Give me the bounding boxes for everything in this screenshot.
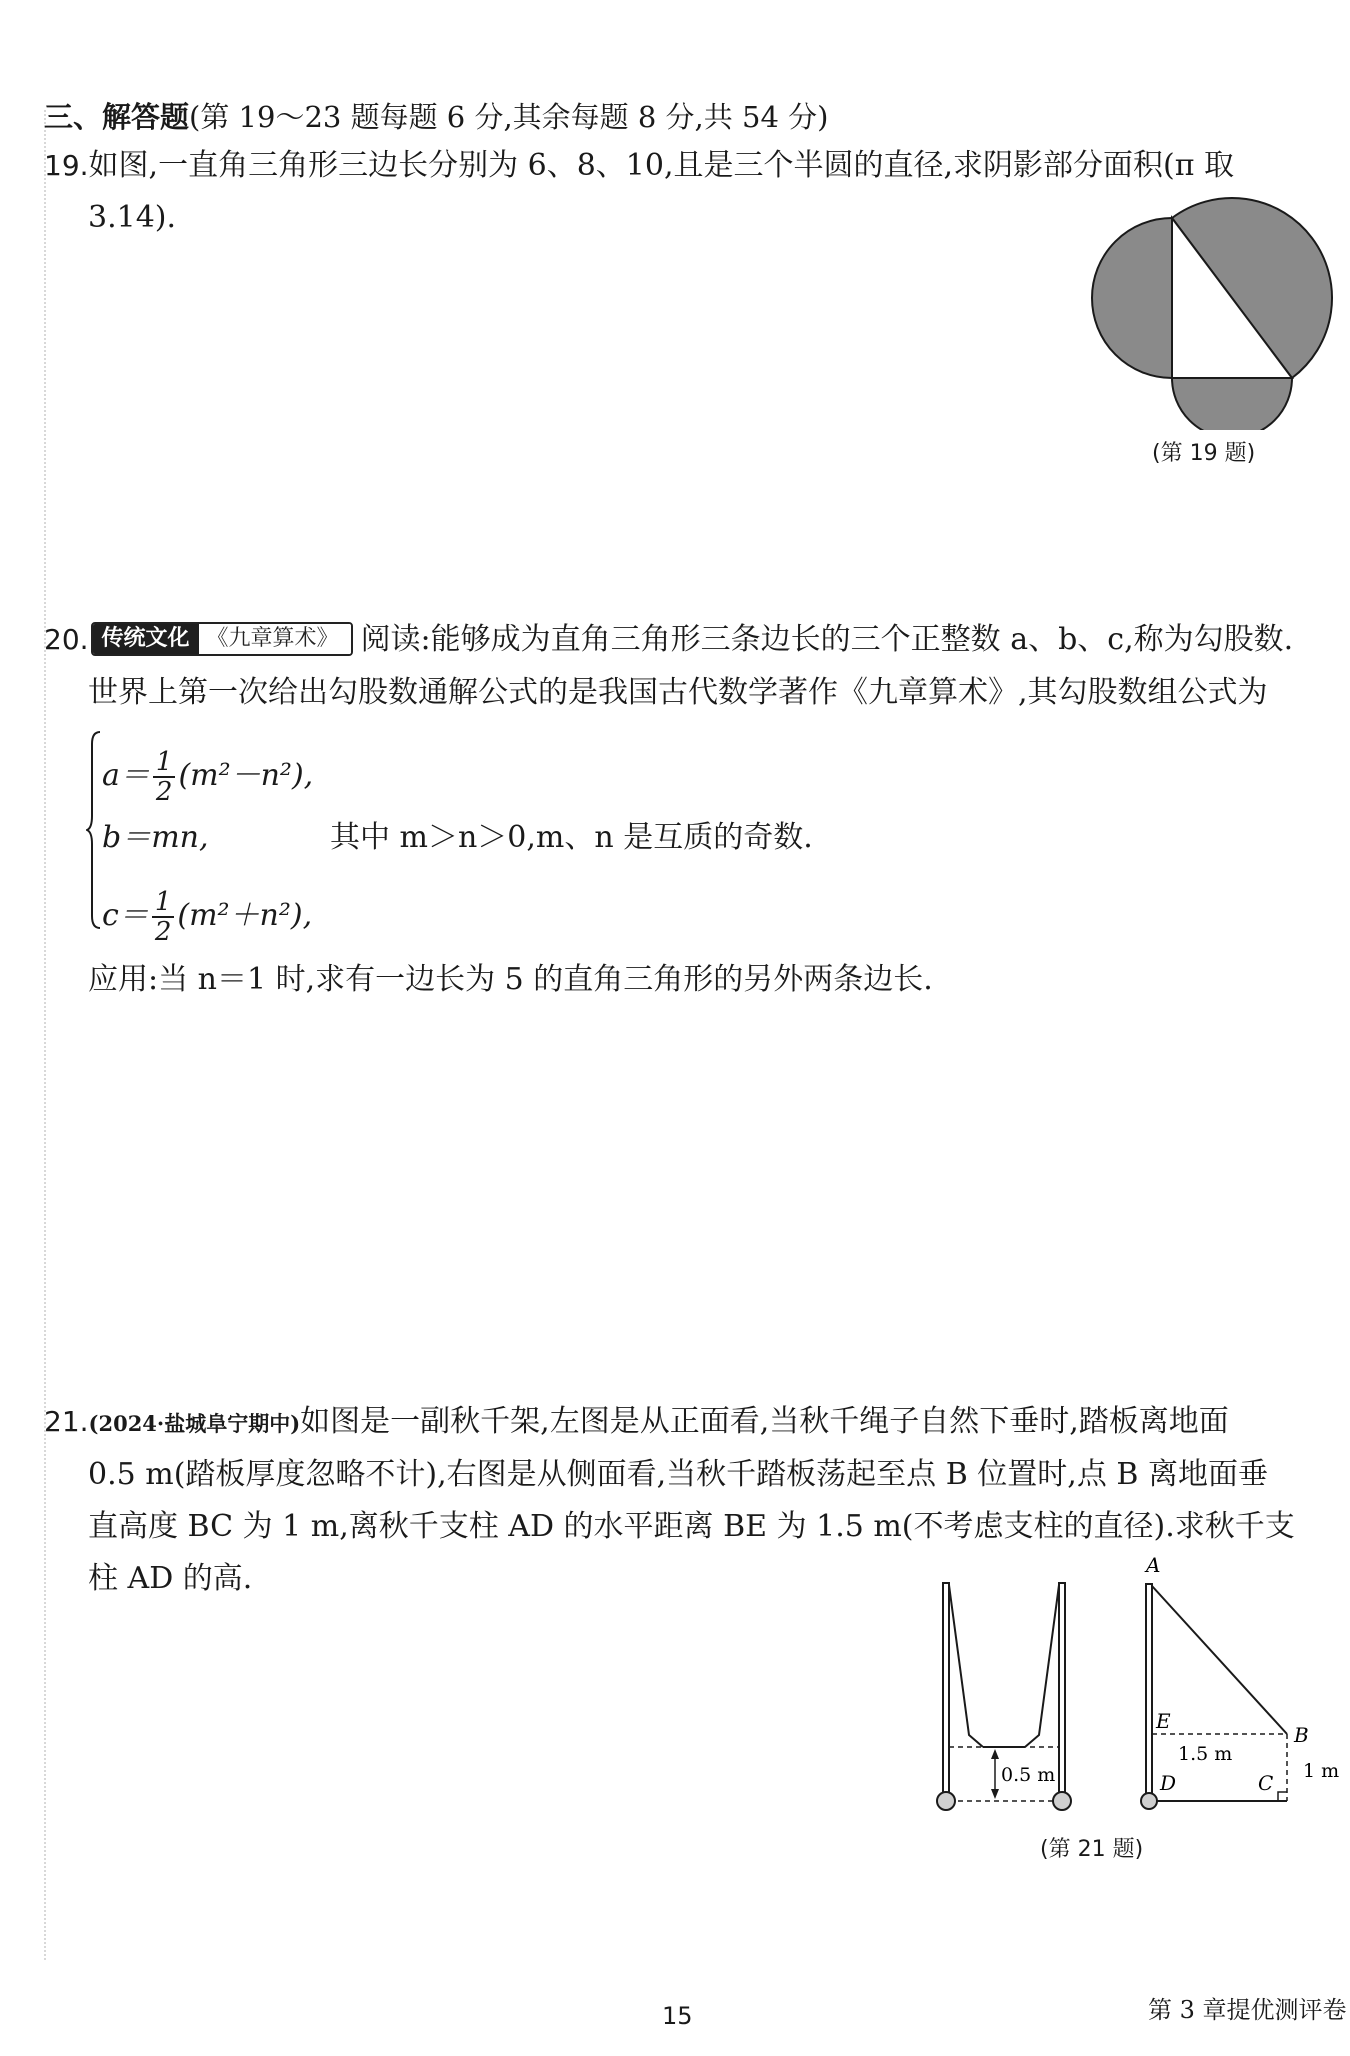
arrow-down	[991, 1789, 999, 1799]
q19-line1	[44, 146, 1234, 186]
q21-line3: 直高度 BC 为 1 m,离秋千支柱 AD 的水平距离 BE 为 1.5 m(不考虑支柱的直径).求秋千支	[88, 1509, 1295, 1544]
formula-c-left: c＝	[102, 898, 149, 933]
formula-c	[102, 888, 312, 946]
chapter-footer: 第 3 章提优测评卷	[1148, 1996, 1347, 2024]
post-ad	[1146, 1584, 1152, 1794]
fraction-num: 1	[152, 888, 175, 918]
q21-line4: 柱 AD 的高.	[88, 1561, 253, 1596]
post-left	[943, 1583, 949, 1793]
section-note: (第 19～23 题每题 6 分,其余每题 8 分,共 54 分)	[189, 100, 829, 134]
q19-caption: (第 19 题)	[1152, 441, 1256, 466]
q19-line2	[88, 198, 176, 238]
formula-condition: 其中 m＞n＞0,m、n 是互质的奇数.	[330, 820, 813, 855]
point-b-label: B	[1294, 1723, 1309, 1747]
base-right	[1053, 1792, 1071, 1810]
section-title: 三、解答题	[44, 100, 190, 134]
rope-ab	[1152, 1586, 1287, 1734]
bc-length-label: 1 m	[1303, 1760, 1340, 1782]
formula-brace	[86, 730, 102, 930]
base-d	[1141, 1793, 1157, 1809]
formula-c-right: (m²＋n²),	[177, 898, 313, 933]
rope-right	[1025, 1585, 1059, 1747]
front-height-label: 0.5 m	[1001, 1764, 1056, 1786]
swing-front-view	[925, 1575, 1080, 1815]
base-left	[937, 1792, 955, 1810]
q19-text-1: 如图,一直角三角形三边长分别为 6、8、10,且是三个半圆的直径,求阴影部分面积(π 取	[88, 148, 1234, 183]
arrow-up	[991, 1749, 999, 1759]
formula-a	[102, 748, 313, 806]
formula-b: b＝mn,	[102, 820, 209, 855]
q19-figure	[1090, 190, 1340, 430]
q19-number: 19.	[44, 149, 89, 182]
q21-number: 21.	[44, 1405, 89, 1438]
semicircle-bottom	[1172, 378, 1292, 430]
tag-dark-label: 传统文化	[93, 624, 199, 654]
post-right	[1059, 1583, 1065, 1793]
q19-text-2: 3.14).	[88, 200, 177, 235]
rope-left	[949, 1585, 983, 1747]
fraction-den: 2	[155, 777, 173, 807]
q20-number: 20.	[44, 623, 89, 656]
q21-text-1: 如图是一副秋千架,左图是从正面看,当秋千绳子自然下垂时,踏板离地面	[300, 1404, 1229, 1439]
swing-side-view	[1110, 1548, 1350, 1820]
q21-line1	[44, 1402, 1229, 1444]
semicircle-left	[1092, 218, 1172, 378]
q20-text-2: 世界上第一次给出勾股数通解公式的是我国古代数学著作《九章算术》,其勾股数组公式为	[88, 675, 1268, 710]
point-c-label: C	[1258, 1771, 1274, 1795]
q21-source: (2024·盐城阜宁期中)	[88, 1411, 301, 1436]
q21-line2: 0.5 m(踏板厚度忽略不计),右图是从侧面看,当秋千踏板荡起至点 B 位置时,点 B 离地面垂	[88, 1457, 1268, 1492]
right-angle-c	[1278, 1792, 1287, 1801]
q20-line2	[88, 673, 1268, 713]
fraction-num: 1	[153, 748, 176, 778]
fraction-den: 2	[154, 917, 172, 947]
formula-a-left: a＝	[102, 758, 150, 793]
formula-a-right: (m²－n²),	[178, 758, 314, 793]
q21-caption: (第 21 题)	[1040, 1837, 1144, 1862]
q20-line1	[44, 620, 1293, 660]
point-a-label: A	[1146, 1553, 1161, 1577]
section-header	[44, 97, 828, 137]
q20-text-1: 阅读:能够成为直角三角形三条边长的三个正整数 a、b、c,称为勾股数.	[360, 622, 1294, 657]
q20-application: 应用:当 n＝1 时,求有一边长为 5 的直角三角形的另外两条边长.	[88, 962, 933, 997]
fraction-half-c	[152, 888, 175, 946]
tag-light-label: 《九章算术》	[199, 624, 351, 654]
formula-b-row	[102, 818, 209, 858]
point-e-label: E	[1156, 1709, 1171, 1733]
be-length-label: 1.5 m	[1178, 1743, 1233, 1765]
page-number: 15	[662, 2002, 693, 2030]
traditional-culture-tag	[91, 622, 353, 656]
page-edge-dots	[44, 110, 47, 1960]
fraction-half-a	[153, 748, 176, 806]
point-d-label: D	[1160, 1771, 1177, 1795]
